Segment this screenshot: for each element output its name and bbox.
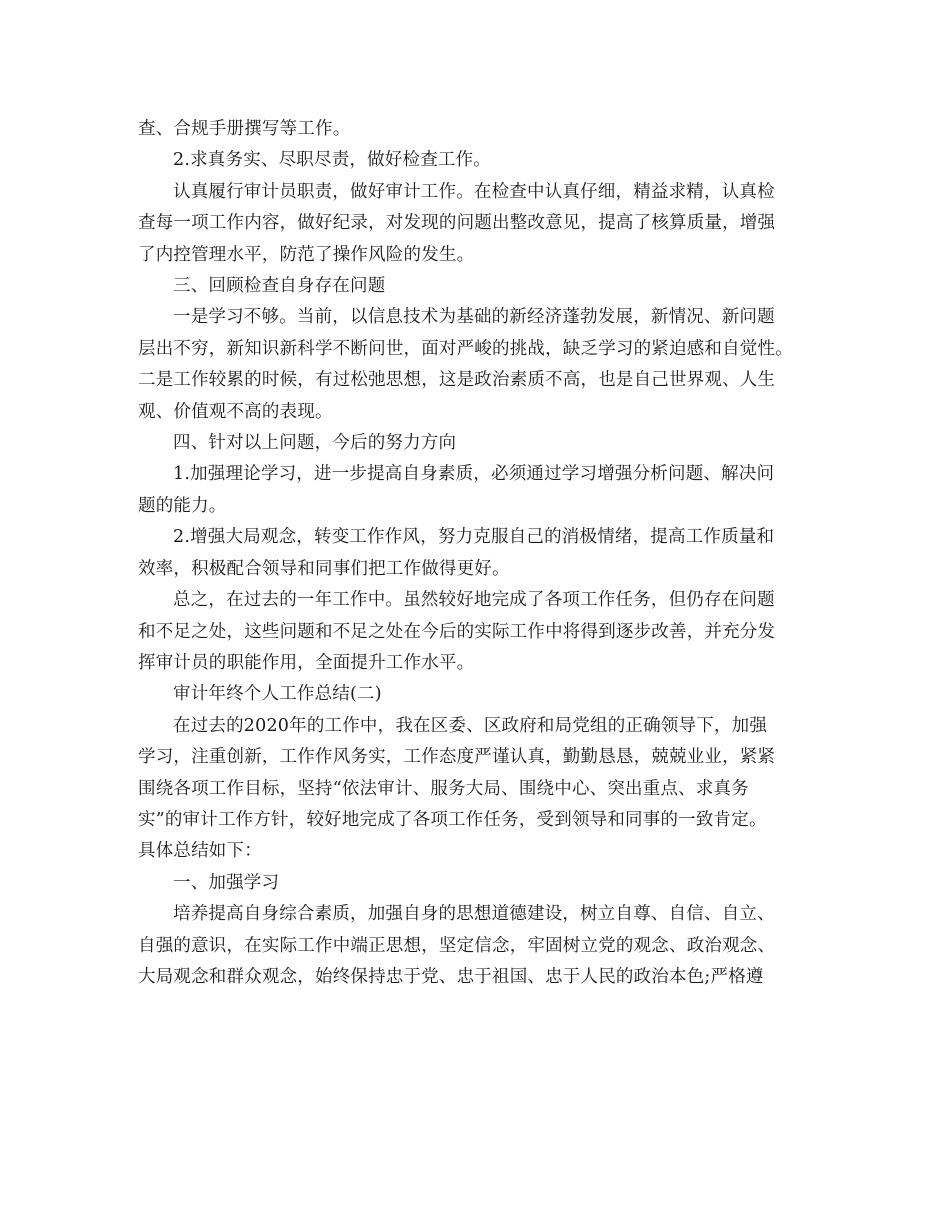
text-line: 和不足之处，这些问题和不足之处在今后的实际工作中将得到逐步改善，并充分发 (138, 621, 776, 642)
paragraph (138, 271, 818, 302)
text-line: 2.求真务实、尽职尽责，做好检查工作。 (173, 150, 491, 171)
paragraph (138, 899, 818, 993)
text-line: 一、加强学习 (173, 872, 280, 893)
text-line: 查每一项工作内容，做好纪录，对发现的问题出整改意见，提高了核算质量，增强 (138, 213, 776, 234)
text-line: 观、价值观不高的表现。 (138, 401, 333, 422)
text-line: 一是学习不够。当前，以信息技术为基础的新经济蓬勃发展，新情况、新问题 (173, 307, 775, 328)
paragraph (138, 145, 818, 176)
paragraph (138, 302, 818, 428)
text-line: 自强的意识，在实际工作中端正思想，坚定信念，牢固树立党的观念、政治观念、 (138, 935, 776, 956)
paragraph (138, 868, 818, 899)
text-line: 在过去的2020年的工作中，我在区委、区政府和局党组的正确领导下，加强 (173, 715, 768, 736)
paragraph (138, 459, 818, 522)
text-line: 审计年终个人工作总结(二) (173, 684, 382, 705)
paragraph (138, 522, 818, 585)
text-line: 2.增强大局观念，转变工作作风，努力克服自己的消极情绪，提高工作质量和 (173, 527, 775, 548)
paragraph (138, 177, 818, 271)
text-line: 题的能力。 (138, 495, 227, 516)
paragraph (138, 428, 818, 459)
text-line: 二是工作较累的时候，有过松弛思想，这是政治素质不高，也是自己世界观、人生 (138, 370, 776, 391)
text-line: 1.加强理论学习，进一步提高自身素质，必须通过学习增强分析问题、解决问 (173, 464, 775, 485)
paragraph (138, 679, 818, 710)
text-line: 培养提高自身综合素质，加强自身的思想道德建设，树立自尊、自信、自立、 (173, 904, 775, 925)
document-body (138, 114, 818, 993)
text-line: 学习，注重创新，工作作风务实，工作态度严谨认真，勤勤恳恳，兢兢业业，紧紧 (138, 747, 776, 768)
paragraph (138, 585, 818, 679)
text-line: 实”的审计工作方针，较好地完成了各项工作任务，受到领导和同事的一致肯定。 (138, 809, 767, 830)
text-line: 了内控管理水平，防范了操作风险的发生。 (138, 244, 475, 265)
paragraph (138, 711, 818, 868)
text-line: 效率，积极配合领导和同事们把工作做得更好。 (138, 558, 510, 579)
text-line: 具体总结如下： (138, 841, 262, 862)
text-line: 挥审计员的职能作用，全面提升工作水平。 (138, 652, 475, 673)
text-line: 三、回顾检查自身存在问题 (173, 276, 386, 297)
text-line: 查、合规手册撰写等工作。 (138, 119, 351, 139)
text-line: 认真履行审计员职责，做好审计工作。在检查中认真仔细，精益求精，认真检 (173, 181, 775, 202)
paragraph (138, 114, 818, 145)
text-line: 大局观念和群众观念，始终保持忠于党、忠于祖国、忠于人民的政治本色;严格遵 (138, 966, 764, 987)
text-line: 围绕各项工作目标，坚持“依法审计、服务大局、围绕中心、突出重点、求真务 (138, 778, 749, 799)
text-line: 总之，在过去的一年工作中。虽然较好地完成了各项工作任务，但仍存在问题 (173, 590, 775, 611)
text-line: 四、针对以上问题，今后的努力方向 (173, 433, 457, 454)
text-line: 层出不穷，新知识新科学不断问世，面对严峻的挑战，缺乏学习的紧迫感和自觉性。 (138, 338, 793, 359)
